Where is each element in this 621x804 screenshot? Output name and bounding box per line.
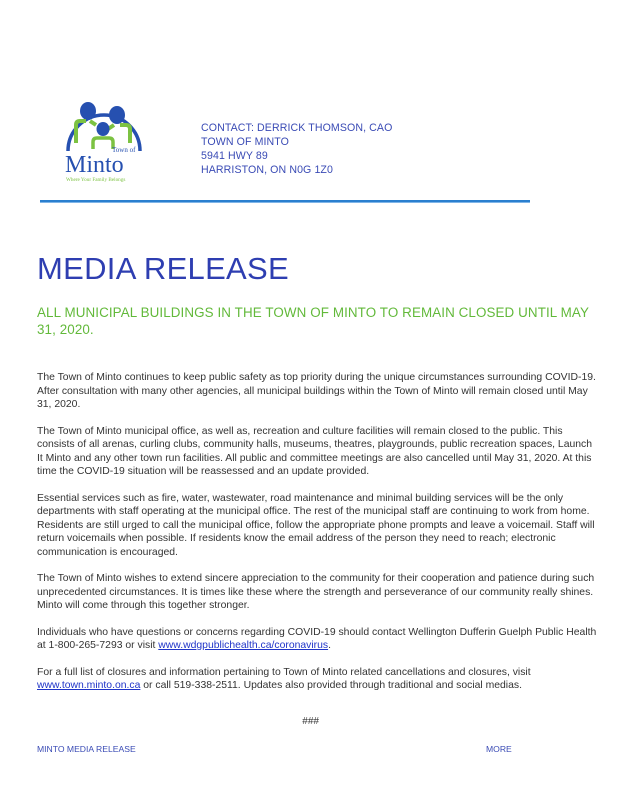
town-of-minto-logo (62, 93, 146, 185)
svg-text:Town of: Town of (112, 146, 136, 154)
footer-more: MORE (486, 744, 512, 754)
contact-city: HARRISTON, ON N0G 1Z0 (201, 164, 333, 176)
paragraph: The Town of Minto continues to keep public safety as top priority during the unique circumstances surrounding COVID-19. After consultation with many other agencies, all municipal buildings within the Town of Minto will remain closed until May 31, 2020. (37, 372, 596, 410)
contact-street: 5941 HWY 89 (201, 150, 268, 162)
paragraph: The Town of Minto municipal office, as well as, recreation and culture facilities will remain closed to the public. This consists of all arenas, curling clubs, community halls, museums, theatres, playgrounds, public recreation spaces, Launch It Minto and any other town run facilities. All public and committee meetings are also cancelled until May 31, 2020. At this time the COVID-19 situation will be reassessed and an update provided. (37, 425, 593, 477)
paragraph-closures: For a full list of closures and information pertaining to Town of Minto related cancellations and closures, visit www.town.minto.on.ca or call 519-338-2511. Updates also provided through traditional and social medias. (37, 666, 531, 691)
footer-label: MINTO MEDIA RELEASE (37, 744, 136, 754)
svg-text:Where Your Family Belongs: Where Your Family Belongs (66, 177, 126, 183)
paragraph-health: Individuals who have questions or concerns regarding COVID-19 should contact Wellington Dufferin Guelph Public Health at 1-800-265-7293 or visit www.wdgpublichealth.ca/coronavirus. (37, 626, 597, 651)
contact-block (201, 121, 392, 177)
svg-text:Minto: Minto (65, 152, 124, 178)
header-divider (40, 200, 530, 202)
contact-organization: TOWN OF MINTO (201, 136, 290, 148)
end-mark: ### (302, 716, 319, 727)
paragraph: Essential services such as fire, water, wastewater, road maintenance and minimal building services will be the only departments with staff operating at the municipal office. The rest of the municipal staff are continuing to work from home. Residents are still urged to call the municipal office, follow the appropriate phone prompts and leave a voicemail. Staff will return voicemails when possible. If residents know the email address of the person they need to reach; electronic communication is encouraged. (37, 492, 595, 558)
page-title: MEDIA RELEASE (37, 251, 289, 286)
town-website-link[interactable]: www.town.minto.on.ca (37, 680, 141, 691)
release-headline: ALL MUNICIPAL BUILDINGS IN THE TOWN OF MINTO TO REMAIN CLOSED UNTIL MAY 31, 2020. (37, 305, 589, 337)
contact-name: CONTACT: DERRICK THOMSON, CAO (201, 122, 393, 134)
paragraph: The Town of Minto wishes to extend sincere appreciation to the community for their cooperation and patience during such unprecedented circumstances. It is times like these where the strength and perseverance of our community really shines. Minto will come through this together stronger. (37, 573, 595, 611)
public-health-link[interactable]: www.wdgpublichealth.ca/coronavirus (158, 640, 329, 651)
release-body (37, 371, 597, 706)
